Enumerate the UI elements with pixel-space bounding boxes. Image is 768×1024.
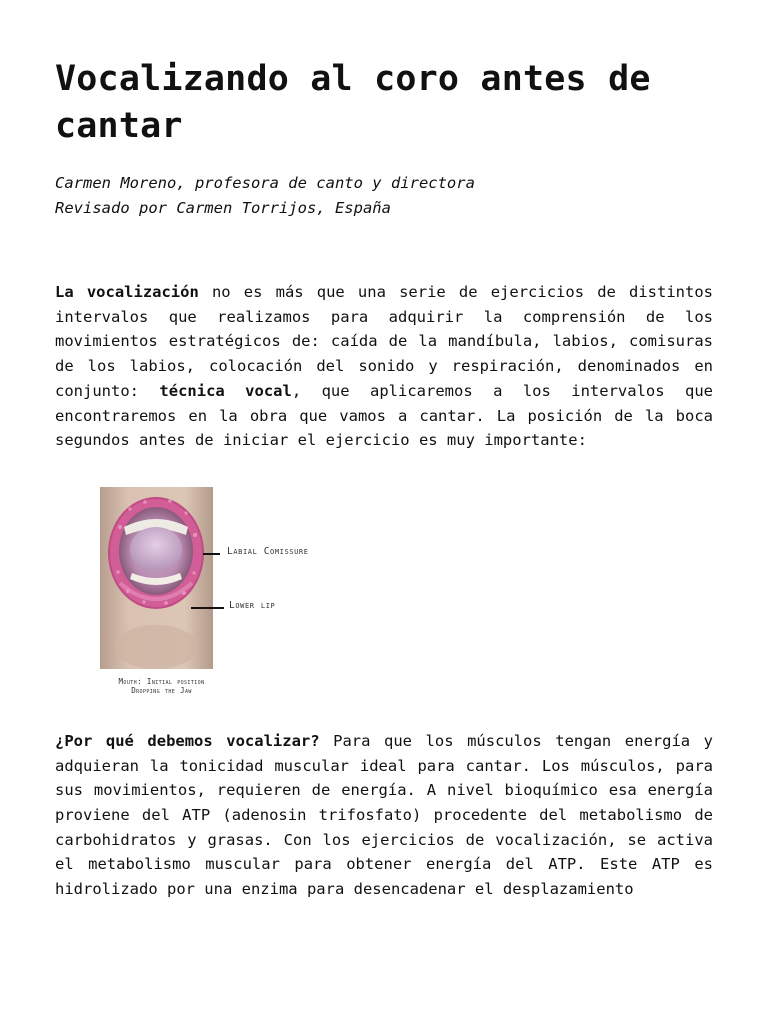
commissure-pointer-line: [203, 553, 220, 555]
vocal-technique-term: técnica vocal: [159, 381, 292, 400]
intro-text-b: , que aplicaremos a los intervalos que encontraremos en la obra que vamos a cantar. La posición de la boca segundos antes de iniciar el ejercicio es muy importante:: [55, 381, 713, 450]
byline-author: Carmen Moreno, profesora de canto y directora: [55, 174, 475, 192]
figure-caption-line1: Mouth: Initial position: [118, 676, 205, 686]
figure-caption: [99, 677, 224, 695]
intro-paragraph: [55, 280, 713, 453]
lower-lip-pointer-line: [191, 607, 224, 609]
lower-lip-label: Lower lip: [229, 599, 276, 611]
article-title: Vocalizando al coro antes de cantar: [55, 59, 651, 146]
why-vocalize-text: Para que los músculos tengan energía y adquieran la tonicidad muscular ideal para cantar. Los músculos, para sus movimientos, requieren de energía. A nivel bioquímico esa energía proviene del ATP (adenosin trifosfato) procedente del metabolismo de carbohidratos y grasas. Con los ejercicios de vocalización, se activa el metabolismo muscular para obtener energía del ATP. Este ATP es hidrolizado por una enzima para desencadenar el desplazamiento: [55, 731, 713, 899]
intro-lead-term: La vocalización: [55, 283, 199, 301]
commissure-label: Labial Comissure: [227, 545, 309, 557]
mouth-figure: [99, 487, 369, 707]
why-vocalize-question: ¿Por qué debemos vocalizar?: [55, 731, 320, 750]
byline-reviewer: Revisado por Carmen Torrijos, España: [55, 199, 391, 217]
why-vocalize-paragraph: [55, 729, 713, 902]
open-mouth-photo: [100, 487, 213, 669]
figure-caption-line2: Dropping the Jaw: [131, 685, 192, 695]
article: [55, 0, 713, 902]
byline: [55, 171, 713, 221]
intro-text-a: no es más que una serie de ejercicios de distintos intervalos que realizamos para adquirir la comprensión de los movimientos estratégicos de: caída de la mandíbula, labios, comisuras de los labios, colocación del sonido y respiración, denominados en conjunto:: [55, 283, 714, 400]
